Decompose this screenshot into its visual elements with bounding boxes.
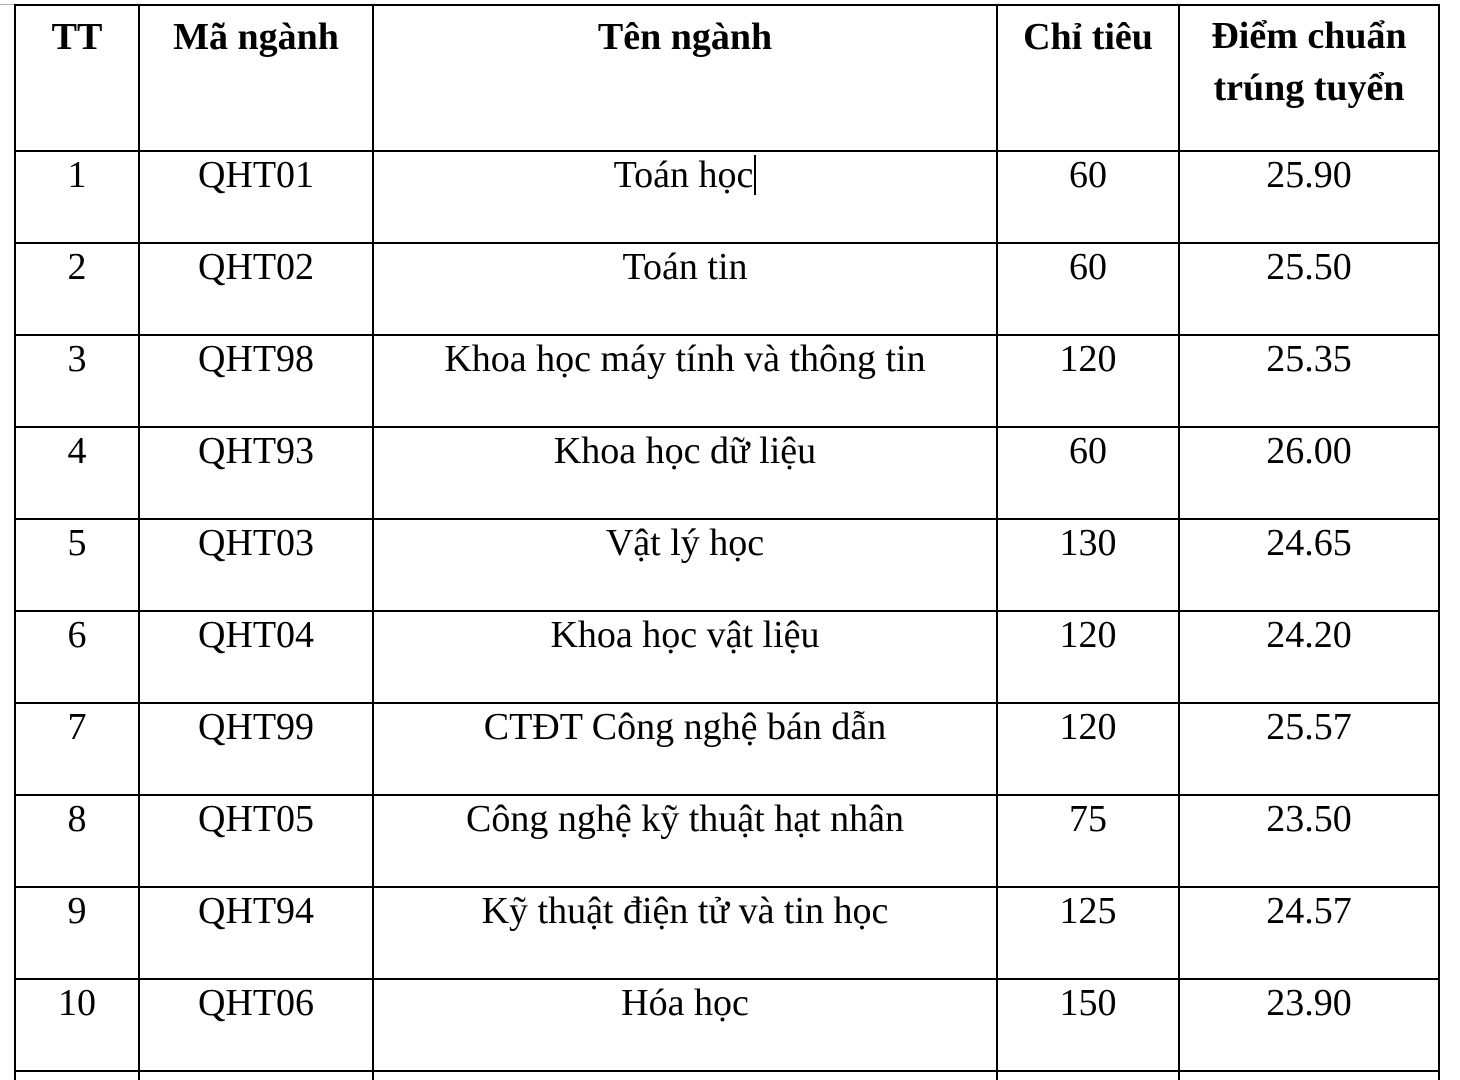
cell-tt: 6 — [15, 611, 139, 703]
header-score — [1179, 5, 1439, 151]
cell-tt: 9 — [15, 887, 139, 979]
cell-score: 23.90 — [1179, 979, 1439, 1071]
table-body — [15, 151, 1439, 1080]
table-row — [15, 795, 1439, 887]
header-score-line1: Điểm chuẩn — [1211, 15, 1407, 57]
admission-scores-table — [14, 4, 1440, 1080]
cell-score: 23.50 — [1179, 795, 1439, 887]
table-row — [15, 887, 1439, 979]
cell-name: Kỹ thuật điện tử và tin học — [373, 887, 997, 979]
cell-quota: 60 — [997, 151, 1179, 243]
header-quota: Chỉ tiêu — [997, 5, 1179, 151]
cell-tt: 8 — [15, 795, 139, 887]
cell-score: 24.57 — [1179, 887, 1439, 979]
cell-score: 25.57 — [1179, 703, 1439, 795]
cell-tt: 1 — [15, 151, 139, 243]
cell-quota: 120 — [997, 335, 1179, 427]
cell-name[interactable] — [373, 151, 997, 243]
cell-code: QHT02 — [139, 243, 373, 335]
header-tt: TT — [15, 5, 139, 151]
table-row-partial — [15, 1071, 1439, 1080]
table-row — [15, 243, 1439, 335]
table-row — [15, 703, 1439, 795]
cell-tt: 10 — [15, 979, 139, 1071]
cell-empty — [139, 1071, 373, 1080]
cell-code: QHT99 — [139, 703, 373, 795]
table-row — [15, 151, 1439, 243]
cell-tt: 4 — [15, 427, 139, 519]
cell-code: QHT94 — [139, 887, 373, 979]
cell-name: Khoa học vật liệu — [373, 611, 997, 703]
cell-tt: 2 — [15, 243, 139, 335]
cell-score: 26.00 — [1179, 427, 1439, 519]
cell-name: Khoa học máy tính và thông tin — [373, 335, 997, 427]
page-corner-line — [0, 4, 14, 5]
table-row — [15, 979, 1439, 1071]
cell-quota: 150 — [997, 979, 1179, 1071]
header-score-line2: trúng tuyển — [1213, 67, 1405, 109]
cell-name: CTĐT Công nghệ bán dẫn — [373, 703, 997, 795]
cell-name-text: Toán học — [613, 154, 754, 196]
table-row — [15, 427, 1439, 519]
cell-score: 25.50 — [1179, 243, 1439, 335]
cell-quota: 130 — [997, 519, 1179, 611]
cell-score: 24.20 — [1179, 611, 1439, 703]
cell-name: Hóa học — [373, 979, 997, 1071]
cell-empty — [15, 1071, 139, 1080]
cell-empty — [1179, 1071, 1439, 1080]
cell-name: Vật lý học — [373, 519, 997, 611]
header-name: Tên ngành — [373, 5, 997, 151]
cell-quota: 120 — [997, 611, 1179, 703]
cell-quota: 75 — [997, 795, 1179, 887]
cell-name: Công nghệ kỹ thuật hạt nhân — [373, 795, 997, 887]
cell-score: 25.35 — [1179, 335, 1439, 427]
table-header-row — [15, 5, 1439, 151]
text-cursor — [754, 155, 756, 195]
table-row — [15, 335, 1439, 427]
cell-tt: 7 — [15, 703, 139, 795]
cell-code: QHT06 — [139, 979, 373, 1071]
cell-code: QHT01 — [139, 151, 373, 243]
cell-score: 25.90 — [1179, 151, 1439, 243]
cell-code: QHT04 — [139, 611, 373, 703]
cell-tt: 3 — [15, 335, 139, 427]
cell-code: QHT98 — [139, 335, 373, 427]
cell-code: QHT05 — [139, 795, 373, 887]
cell-quota: 60 — [997, 243, 1179, 335]
header-code: Mã ngành — [139, 5, 373, 151]
cell-code: QHT93 — [139, 427, 373, 519]
cell-quota: 60 — [997, 427, 1179, 519]
cell-code: QHT03 — [139, 519, 373, 611]
cell-name: Toán tin — [373, 243, 997, 335]
table-row — [15, 519, 1439, 611]
cell-quota: 125 — [997, 887, 1179, 979]
cell-quota: 120 — [997, 703, 1179, 795]
cell-tt: 5 — [15, 519, 139, 611]
cell-name: Khoa học dữ liệu — [373, 427, 997, 519]
cell-empty — [997, 1071, 1179, 1080]
cell-score: 24.65 — [1179, 519, 1439, 611]
cell-empty — [373, 1071, 997, 1080]
table-row — [15, 611, 1439, 703]
